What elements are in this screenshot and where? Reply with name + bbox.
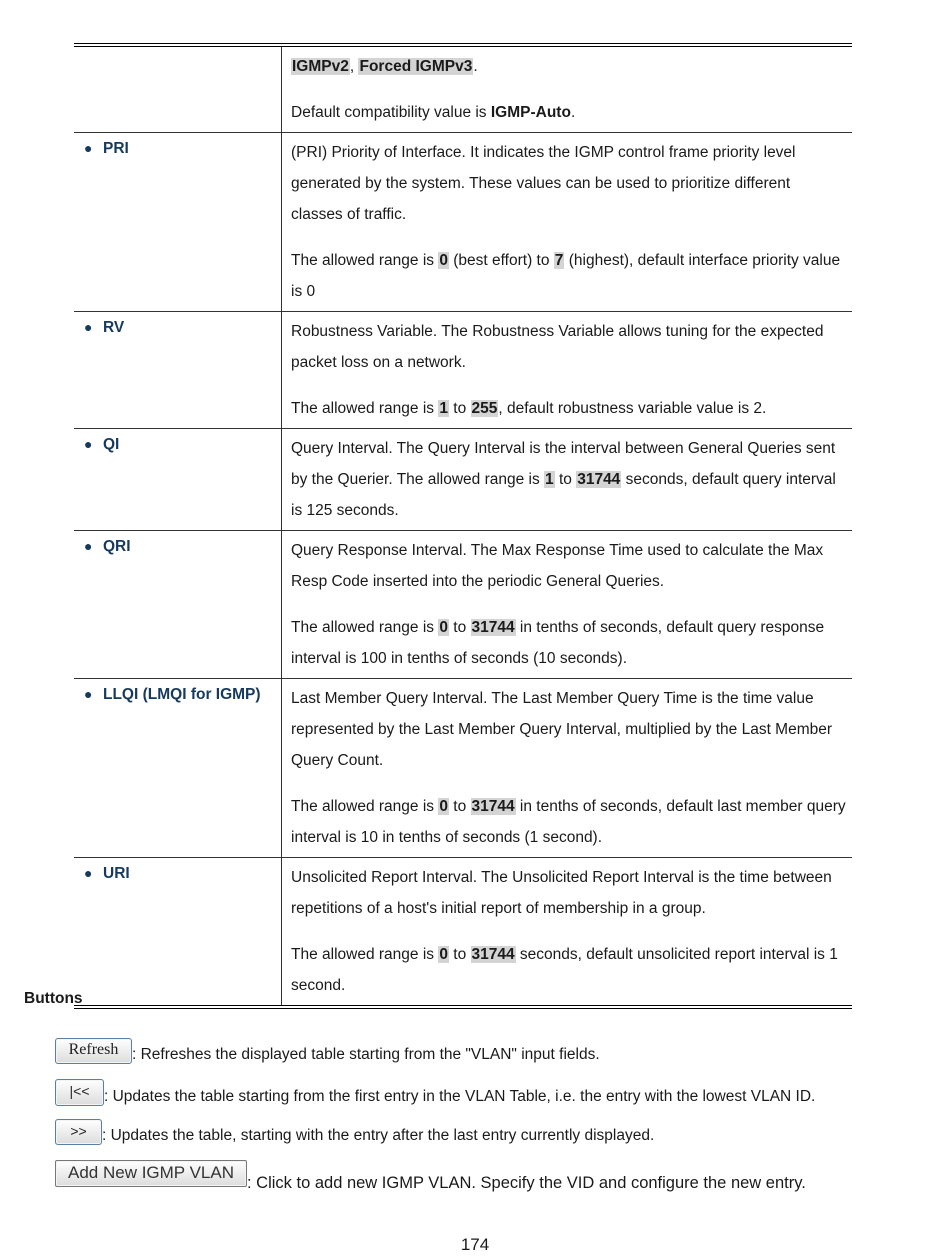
- description-paragraph: [291, 433, 846, 526]
- add-new-igmp-vlan-description: : Click to add new IGMP VLAN. Specify the VID and configure the new entry.: [247, 1174, 806, 1192]
- description-paragraph: [291, 51, 846, 82]
- highlighted-value: 1: [545, 471, 554, 488]
- highlighted-value: 1: [439, 400, 448, 417]
- refresh-button-row: [55, 1038, 600, 1064]
- description-text: Default compatibility value is: [291, 104, 491, 121]
- description-paragraph: [291, 862, 846, 924]
- parameter-name-cell: [74, 312, 282, 429]
- description-text: .: [473, 58, 478, 75]
- table-row: [74, 858, 852, 1008]
- table-row: [74, 429, 852, 531]
- highlighted-value: 31744: [471, 619, 515, 636]
- highlighted-value: 31744: [471, 946, 515, 963]
- description-paragraph: [291, 393, 846, 424]
- parameter-name: [74, 133, 281, 164]
- first-button-row: [55, 1079, 815, 1106]
- table-row: [74, 679, 852, 858]
- table-row: [74, 531, 852, 679]
- description-text: The allowed range is: [291, 619, 439, 636]
- parameter-name: [74, 858, 281, 889]
- parameter-name-cell: [74, 45, 282, 133]
- highlighted-value: 0: [439, 798, 448, 815]
- highlighted-value: Forced IGMPv3: [359, 58, 473, 75]
- next-page-button[interactable]: >>: [55, 1119, 102, 1145]
- table-row: [74, 133, 852, 312]
- parameter-name: [74, 679, 281, 710]
- description-text: to: [448, 946, 471, 963]
- parameter-name-cell: [74, 531, 282, 679]
- bold-value: IGMP-Auto: [490, 104, 571, 121]
- description-paragraph: [291, 245, 846, 307]
- parameter-description-cell: [282, 858, 853, 1008]
- description-text: to: [448, 619, 471, 636]
- description-text: .: [570, 104, 576, 121]
- parameter-name-label: RV: [103, 319, 125, 336]
- description-text: ,: [349, 58, 359, 75]
- description-text: (PRI) Priority of Interface. It indicates the IGMP control frame priority level generated by the system. These values can be used to prioritize different classes of traffic.: [291, 144, 796, 223]
- parameter-name: [74, 429, 281, 460]
- parameter-description-cell: [282, 429, 853, 531]
- description-paragraph: [291, 612, 846, 674]
- parameter-name-cell: [74, 858, 282, 1008]
- description-paragraph: [291, 939, 846, 1001]
- description-paragraph: [291, 316, 846, 378]
- description-paragraph: [291, 791, 846, 853]
- parameter-name-cell: [74, 679, 282, 858]
- parameter-description-cell: [282, 531, 853, 679]
- description-text: Query Interval. The Query Interval is the interval between General Queries sent by the Querier. The allowed range is: [291, 440, 836, 488]
- description-text: Last Member Query Interval. The Last Member Query Time is the time value represented by the Last Member Query Interval, multiplied by the Last Member Query Count.: [291, 690, 833, 769]
- description-paragraph: [291, 97, 846, 128]
- description-text: in tenths of seconds, default query response interval is 100 in tenths of seconds (10 seconds).: [291, 619, 825, 667]
- description-text: to: [448, 400, 471, 417]
- description-text: seconds, default unsolicited report interval is 1 second.: [291, 946, 838, 994]
- bullet-icon: ●: [84, 319, 93, 335]
- page-number: 174: [460, 1235, 490, 1254]
- description-text: Robustness Variable. The Robustness Variable allows tuning for the expected packet loss on a network.: [291, 323, 824, 371]
- parameter-name: [74, 312, 281, 343]
- parameter-name: [74, 531, 281, 562]
- description-text: to: [448, 798, 471, 815]
- table-row: [74, 45, 852, 133]
- bullet-icon: ●: [84, 538, 93, 554]
- description-text: Query Response Interval. The Max Response Time used to calculate the Max Resp Code inserted into the periodic General Queries.: [291, 542, 824, 590]
- refresh-description: : Refreshes the displayed table starting from the "VLAN" input fields.: [132, 1046, 600, 1063]
- parameter-description-cell: [282, 45, 853, 133]
- description-text: (best effort) to: [448, 252, 554, 269]
- highlighted-value: 31744: [577, 471, 621, 488]
- highlighted-value: 31744: [471, 798, 515, 815]
- parameter-name-label: URI: [103, 865, 130, 882]
- parameter-name-label: QI: [103, 436, 120, 453]
- add-new-igmp-vlan-button[interactable]: Add New IGMP VLAN: [55, 1160, 247, 1187]
- parameter-name-label: QRI: [103, 538, 131, 555]
- bullet-icon: ●: [84, 436, 93, 452]
- description-text: seconds, default query interval is 125 seconds.: [291, 471, 836, 519]
- description-text: , default robustness variable value is 2.: [498, 400, 767, 417]
- highlighted-value: 255: [471, 400, 498, 417]
- bullet-icon: ●: [84, 865, 93, 881]
- highlighted-value: 7: [554, 252, 564, 269]
- first-page-description: : Updates the table starting from the first entry in the VLAN Table, i.e. the entry with the lowest VLAN ID.: [104, 1088, 816, 1105]
- highlighted-value: 0: [439, 252, 448, 269]
- parameter-name-label: PRI: [103, 140, 129, 157]
- parameter-name-cell: [74, 133, 282, 312]
- description-text: (highest), default interface priority value is 0: [291, 252, 841, 300]
- first-page-button[interactable]: |<<: [55, 1079, 104, 1106]
- highlighted-value: 0: [439, 946, 448, 963]
- description-text: in tenths of seconds, default last member query interval is 10 in tenths of seconds (1 second).: [291, 798, 846, 846]
- description-paragraph: [291, 137, 846, 230]
- description-text: The allowed range is: [291, 252, 439, 269]
- parameter-description-cell: [282, 133, 853, 312]
- description-text: The allowed range is: [291, 400, 439, 417]
- description-paragraph: [291, 535, 846, 597]
- parameter-name-label: LLQI (LMQI for IGMP): [103, 686, 261, 703]
- bullet-icon: ●: [84, 686, 93, 702]
- parameter-description-cell: [282, 312, 853, 429]
- description-text: The allowed range is: [291, 946, 439, 963]
- description-paragraph: [291, 683, 846, 776]
- parameter-description-cell: [282, 679, 853, 858]
- table-row: [74, 312, 852, 429]
- highlighted-value: 0: [439, 619, 448, 636]
- description-text: Unsolicited Report Interval. The Unsolicited Report Interval is the time between repetitions of a host's initial report of membership in a group.: [291, 869, 832, 917]
- next-page-description: : Updates the table, starting with the entry after the last entry currently displayed.: [102, 1127, 655, 1144]
- next-button-row: [55, 1119, 654, 1145]
- description-text: to: [554, 471, 577, 488]
- bullet-icon: ●: [84, 140, 93, 156]
- highlighted-value: IGMPv2: [292, 58, 349, 75]
- buttons-heading: Buttons: [24, 990, 83, 1007]
- description-text: The allowed range is: [291, 798, 439, 815]
- add-button-row: [55, 1160, 806, 1192]
- refresh-button[interactable]: Refresh: [55, 1038, 132, 1064]
- parameter-table: [74, 43, 852, 1009]
- parameter-name-cell: [74, 429, 282, 531]
